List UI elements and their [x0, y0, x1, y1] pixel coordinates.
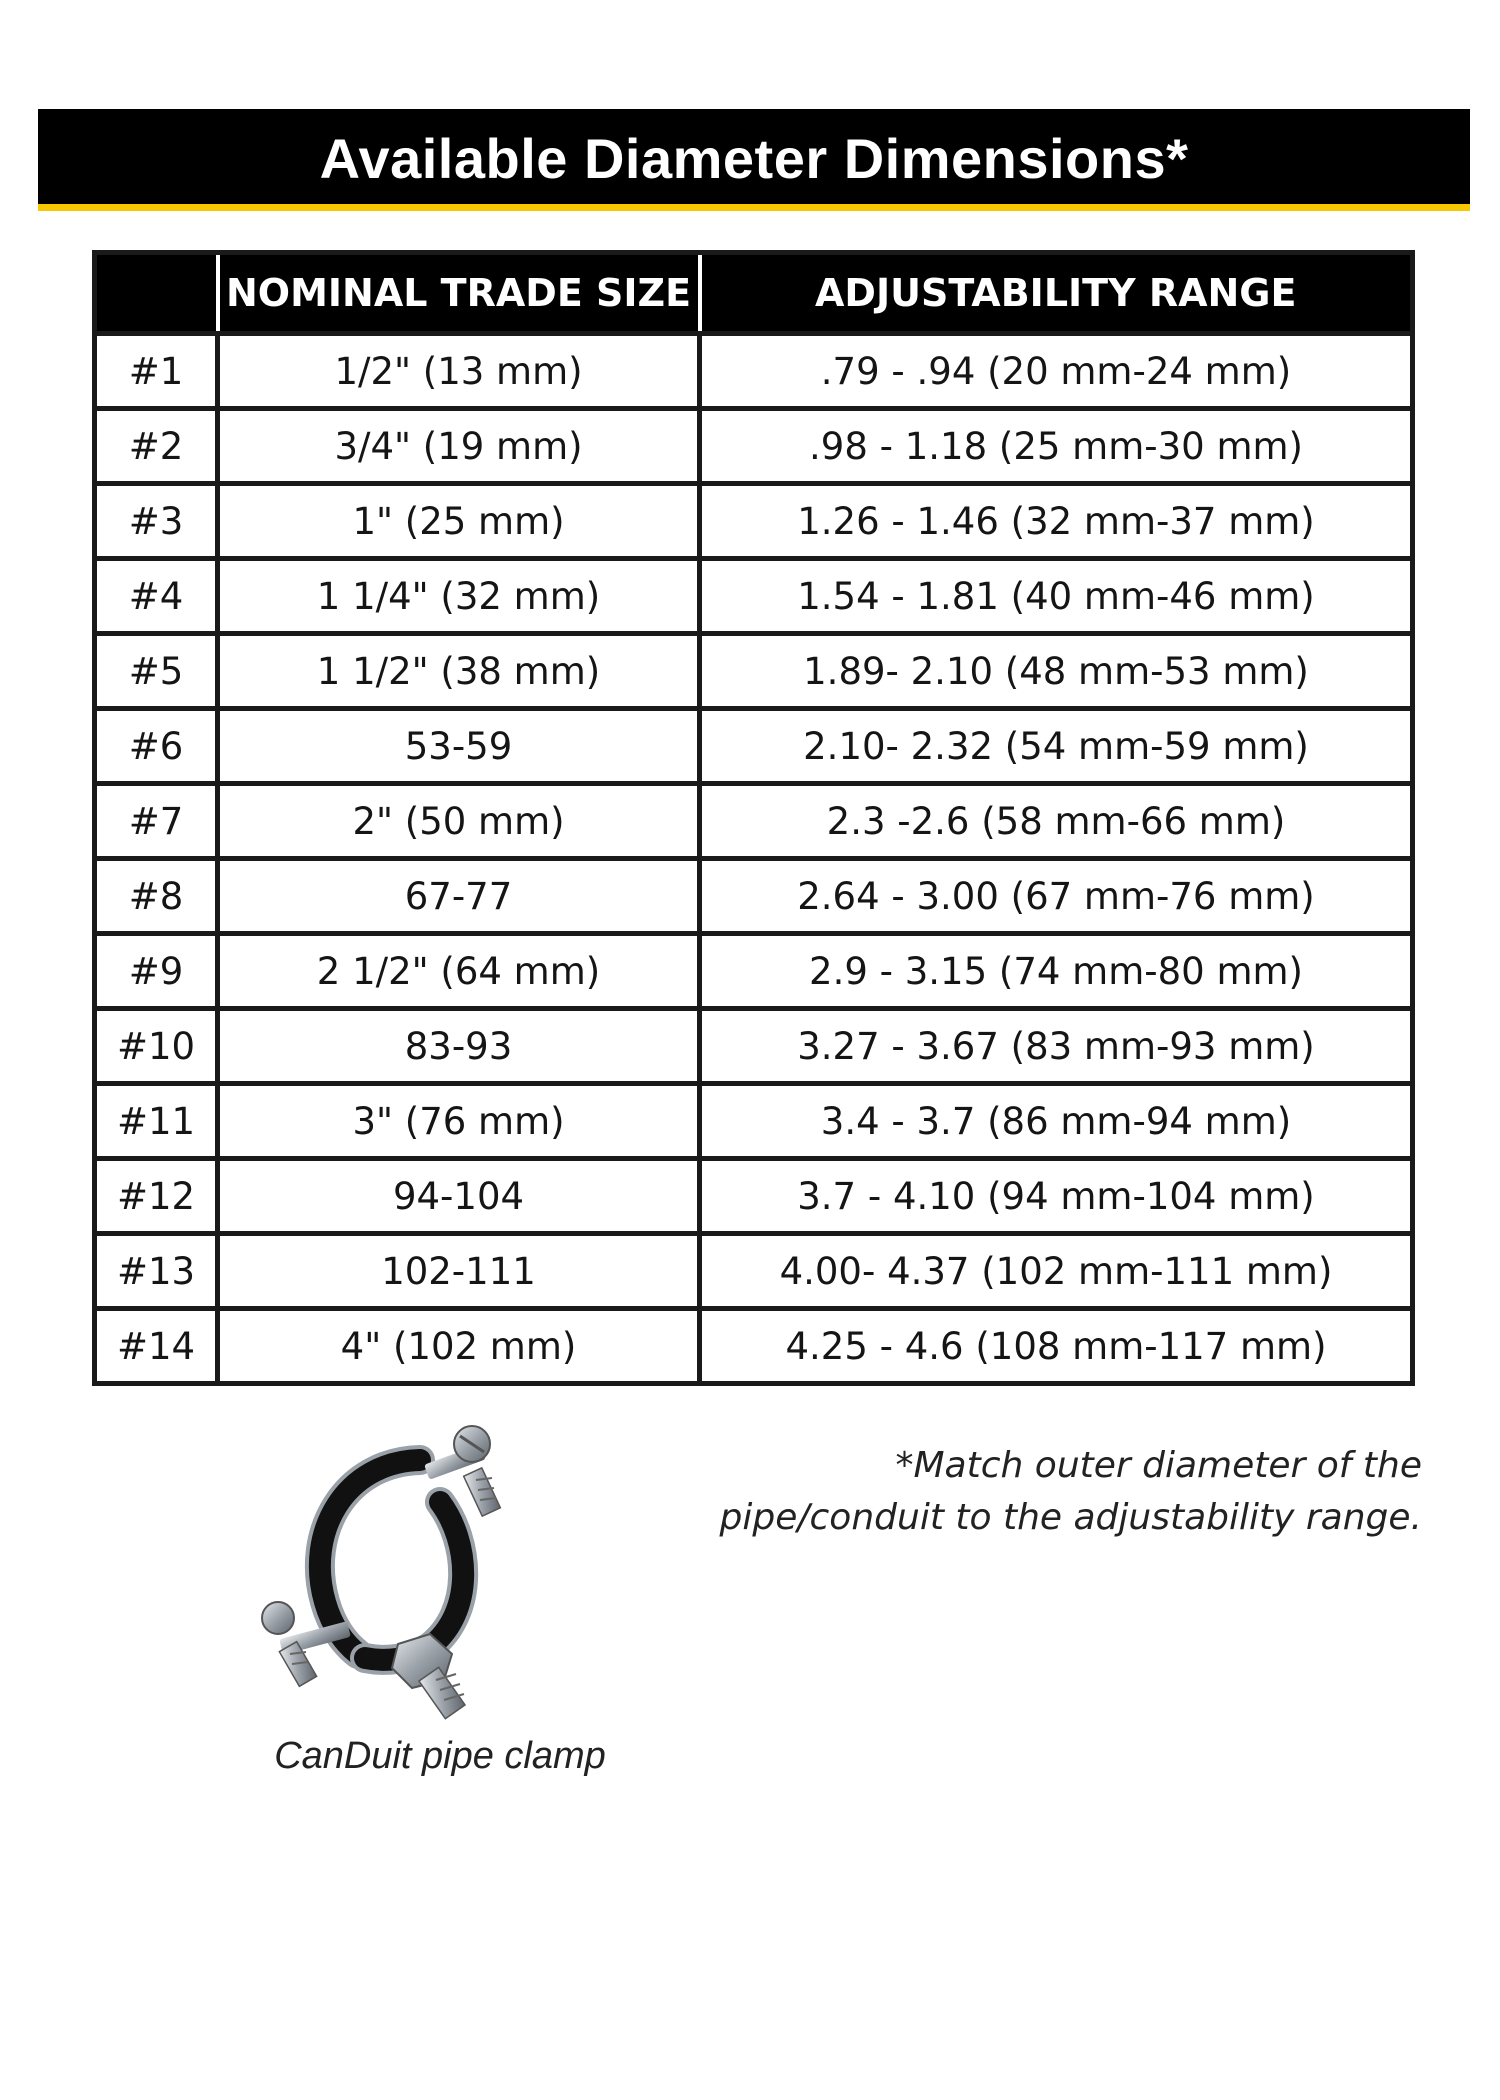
- footnote-line-2: pipe/conduit to the adjustability range.: [719, 1497, 1422, 1538]
- cell-nominal-trade-size: 94-104: [218, 1159, 700, 1234]
- page-title: Available Diameter Dimensions*: [319, 127, 1189, 190]
- cell-size-number: #12: [95, 1159, 218, 1234]
- cell-nominal-trade-size: 3" (76 mm): [218, 1084, 700, 1159]
- cell-nominal-trade-size: 4" (102 mm): [218, 1309, 700, 1384]
- cell-nominal-trade-size: 102-111: [218, 1234, 700, 1309]
- cell-size-number: #7: [95, 784, 218, 859]
- table-row: [95, 334, 1413, 409]
- cell-size-number: #2: [95, 409, 218, 484]
- pipe-clamp-image: [240, 1422, 600, 1722]
- footnote: [700, 1440, 1422, 1544]
- cell-nominal-trade-size: 1/2" (13 mm): [218, 334, 700, 409]
- cell-adjustability-range: 3.4 - 3.7 (86 mm-94 mm): [700, 1084, 1413, 1159]
- figure-caption: CanDuit pipe clamp: [274, 1735, 606, 1777]
- table-row: [95, 634, 1413, 709]
- header-nominal-trade-size: NOMINAL TRADE SIZE: [218, 253, 700, 334]
- cell-nominal-trade-size: 1 1/2" (38 mm): [218, 634, 700, 709]
- cell-adjustability-range: 4.00- 4.37 (102 mm-111 mm): [700, 1234, 1413, 1309]
- cell-nominal-trade-size: 1" (25 mm): [218, 484, 700, 559]
- cell-nominal-trade-size: 53-59: [218, 709, 700, 784]
- table-row: [95, 559, 1413, 634]
- cell-adjustability-range: 1.89- 2.10 (48 mm-53 mm): [700, 634, 1413, 709]
- table-row: [95, 1159, 1413, 1234]
- cell-nominal-trade-size: 1 1/4" (32 mm): [218, 559, 700, 634]
- header-number: [95, 253, 218, 334]
- cell-adjustability-range: 2.3 -2.6 (58 mm-66 mm): [700, 784, 1413, 859]
- cell-nominal-trade-size: 83-93: [218, 1009, 700, 1084]
- cell-nominal-trade-size: 3/4" (19 mm): [218, 409, 700, 484]
- table-row: [95, 709, 1413, 784]
- cell-nominal-trade-size: 2" (50 mm): [218, 784, 700, 859]
- cell-size-number: #4: [95, 559, 218, 634]
- cell-size-number: #9: [95, 934, 218, 1009]
- table-row: [95, 1234, 1413, 1309]
- cell-size-number: #13: [95, 1234, 218, 1309]
- dimensions-table: [92, 250, 1415, 1386]
- cell-size-number: #11: [95, 1084, 218, 1159]
- table-row: [95, 409, 1413, 484]
- table-row: [95, 859, 1413, 934]
- cell-size-number: #1: [95, 334, 218, 409]
- table-row: [95, 934, 1413, 1009]
- table-header-row: [95, 253, 1413, 334]
- header-adjustability-range: ADJUSTABILITY RANGE: [700, 253, 1413, 334]
- table-row: [95, 1084, 1413, 1159]
- cell-adjustability-range: 1.26 - 1.46 (32 mm-37 mm): [700, 484, 1413, 559]
- table-row: [95, 784, 1413, 859]
- title-banner: [38, 109, 1470, 211]
- cell-adjustability-range: 2.9 - 3.15 (74 mm-80 mm): [700, 934, 1413, 1009]
- cell-size-number: #10: [95, 1009, 218, 1084]
- table-row: [95, 484, 1413, 559]
- cell-adjustability-range: 4.25 - 4.6 (108 mm-117 mm): [700, 1309, 1413, 1384]
- cell-adjustability-range: 3.7 - 4.10 (94 mm-104 mm): [700, 1159, 1413, 1234]
- dimensions-table-container: [92, 250, 1410, 1386]
- cell-size-number: #3: [95, 484, 218, 559]
- footnote-line-1: *Match outer diameter of the: [895, 1445, 1422, 1486]
- cell-adjustability-range: 3.27 - 3.67 (83 mm-93 mm): [700, 1009, 1413, 1084]
- cell-size-number: #5: [95, 634, 218, 709]
- cell-size-number: #6: [95, 709, 218, 784]
- table-row: [95, 1009, 1413, 1084]
- cell-adjustability-range: .79 - .94 (20 mm-24 mm): [700, 334, 1413, 409]
- cell-adjustability-range: 2.64 - 3.00 (67 mm-76 mm): [700, 859, 1413, 934]
- cell-size-number: #14: [95, 1309, 218, 1384]
- cell-nominal-trade-size: 67-77: [218, 859, 700, 934]
- cell-adjustability-range: .98 - 1.18 (25 mm-30 mm): [700, 409, 1413, 484]
- cell-adjustability-range: 2.10- 2.32 (54 mm-59 mm): [700, 709, 1413, 784]
- cell-nominal-trade-size: 2 1/2" (64 mm): [218, 934, 700, 1009]
- cell-adjustability-range: 1.54 - 1.81 (40 mm-46 mm): [700, 559, 1413, 634]
- cell-size-number: #8: [95, 859, 218, 934]
- table-row: [95, 1309, 1413, 1384]
